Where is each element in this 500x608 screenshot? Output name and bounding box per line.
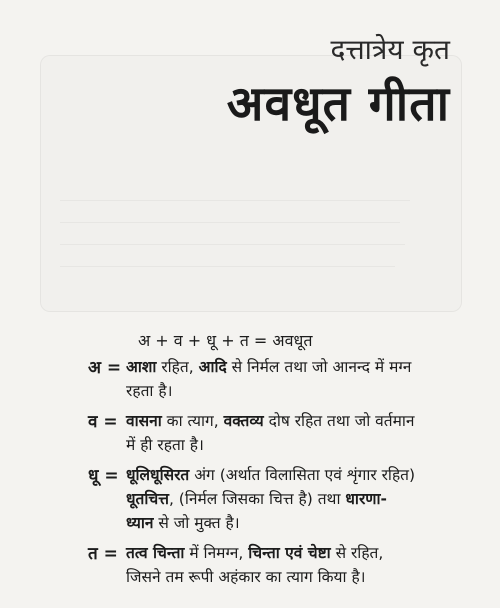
name-formula: अ + व + धू + त = अवधूत: [138, 331, 313, 350]
definition-line: [126, 379, 460, 403]
definition-text: से रहित,: [330, 544, 384, 562]
definition-line: [126, 511, 460, 535]
bleed-through-line: [60, 244, 405, 245]
definition-keyword: चिन्ता एवं चेष्टा: [248, 544, 331, 562]
definition-item: [88, 409, 460, 457]
definition-text: , (निर्मल जिसका चित्त है) तथा: [168, 490, 346, 508]
definition-line: [126, 463, 460, 487]
definition-text: में ही रहता है।: [126, 436, 204, 454]
bleed-through-line: [60, 200, 410, 201]
definition-keyword: आशा: [126, 358, 157, 376]
definition-letter: अ =: [88, 358, 122, 378]
definition-item: [88, 463, 460, 535]
definition-letter: धू =: [88, 466, 119, 486]
definition-item: [88, 355, 460, 403]
bleed-through-line: [60, 266, 395, 267]
definition-line: [126, 433, 460, 457]
definition-line: [126, 487, 460, 511]
definition-text: में निमग्न,: [184, 544, 249, 562]
definition-line: [126, 355, 460, 379]
definition-keyword: वक्तव्य: [223, 412, 264, 430]
definition-text: रहता है।: [126, 382, 173, 400]
definition-keyword: धूतचित्त: [126, 490, 169, 508]
definition-item: [88, 541, 460, 589]
definition-keyword: वासना: [126, 412, 162, 430]
definition-line: [126, 541, 460, 565]
bleed-through-line: [60, 222, 400, 223]
definition-list: [88, 355, 460, 595]
definition-line: [126, 409, 460, 433]
definition-letter: त =: [88, 544, 118, 564]
definition-letter: व =: [88, 412, 118, 432]
book-title: अवधूत गीता: [226, 76, 450, 132]
definition-text: जिसने तम रूपी अहंकार का त्याग किया है।: [126, 568, 366, 586]
definition-keyword: धारणा-: [345, 490, 387, 508]
definition-keyword: धूलिधूसिरत: [126, 466, 190, 484]
definition-keyword: आदि: [198, 358, 227, 376]
definition-line: [126, 565, 460, 589]
definition-text: से जो मुक्त है।: [153, 514, 240, 532]
definition-text: का त्याग,: [161, 412, 224, 430]
definition-keyword: तत्व चिन्ता: [126, 544, 185, 562]
definition-text: अंग (अर्थात विलासिता एवं शृंगार रहित): [189, 466, 416, 484]
book-subtitle: दत्तात्रेय कृत: [330, 33, 450, 66]
definition-text: रहित,: [156, 358, 199, 376]
definition-text: से निर्मल तथा जो आनन्द में मग्न: [226, 358, 412, 376]
definition-keyword: ध्यान: [126, 514, 154, 532]
definition-text: दोष रहित तथा जो वर्तमान: [263, 412, 415, 430]
